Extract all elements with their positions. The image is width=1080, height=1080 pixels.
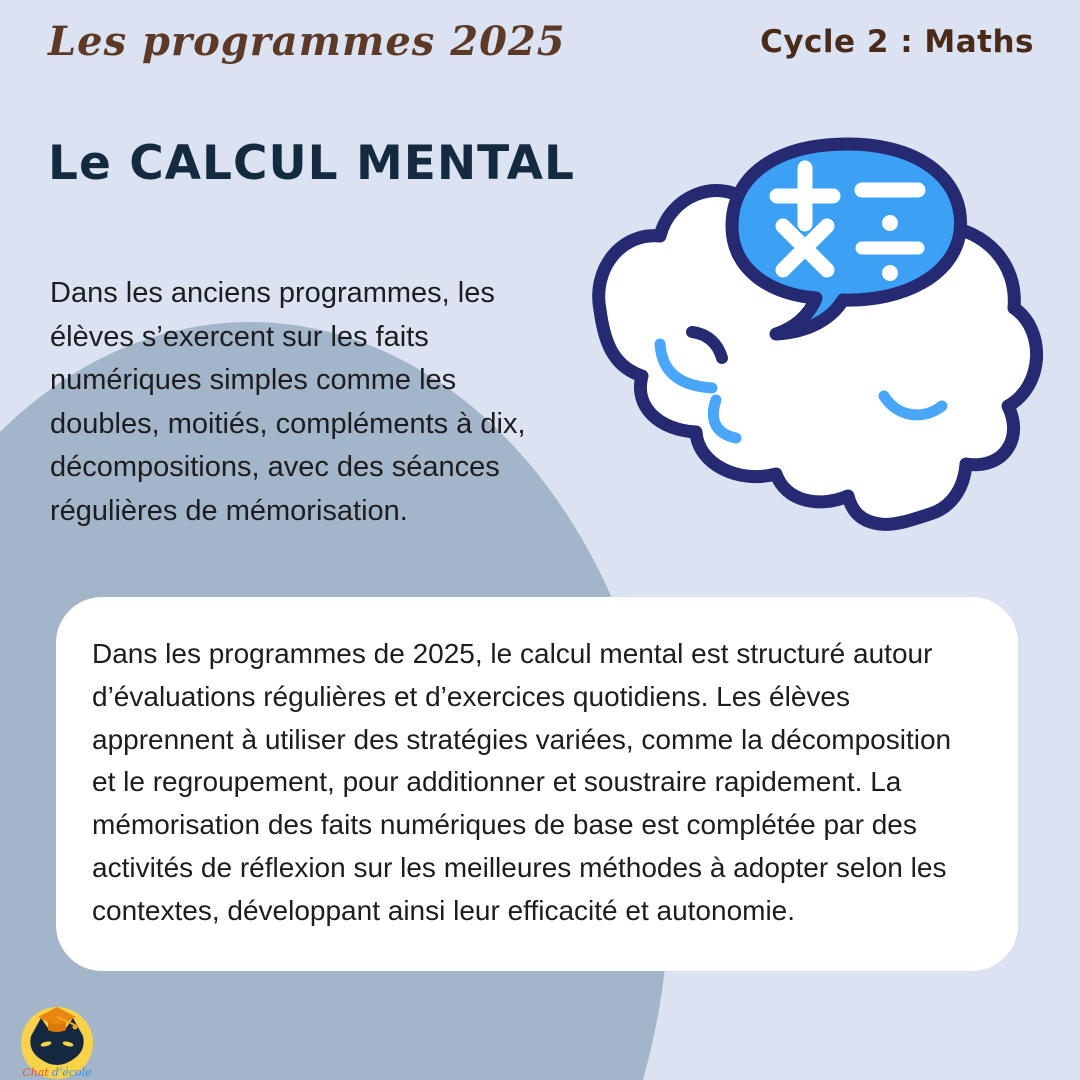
page-title: Le CALCUL MENTAL: [48, 136, 575, 191]
card-paragraph: Dans les programmes de 2025, le calcul mental est structuré autour d’évaluations régulières et d’exercices quotidiens. Les élèves apprennent à utiliser des stratégies variées, comme la décomposition et le regroupement, pour additionner et soustraire rapidement. La mémorisation des faits numériques de base est complétée par des activités de réflexion sur les meilleures méthodes à adopter selon les contextes, développant ainsi leur efficacité et autonomie.: [92, 638, 952, 926]
logo-chat-decole: [18, 1004, 96, 1080]
logo-graphic: [18, 1004, 96, 1080]
series-title: Les programmes 2025: [48, 18, 566, 65]
divide-dot-top: [882, 215, 898, 231]
intro-paragraph: Dans les anciens programmes, les élèves s’exercent sur les faits numériques simples comme les doubles, moitiés, compléments à dix, décompositions, avec des séances régulières de mémorisation.: [50, 277, 526, 527]
divide-dot-bottom: [882, 265, 898, 281]
content-card: [56, 597, 1018, 971]
cycle-badge: Cycle 2 : Maths: [760, 24, 1034, 60]
tassel-end: [73, 1025, 78, 1030]
logo-wordmark: Chat d’école: [22, 1066, 92, 1079]
brain-math-illustration: [580, 128, 1060, 548]
